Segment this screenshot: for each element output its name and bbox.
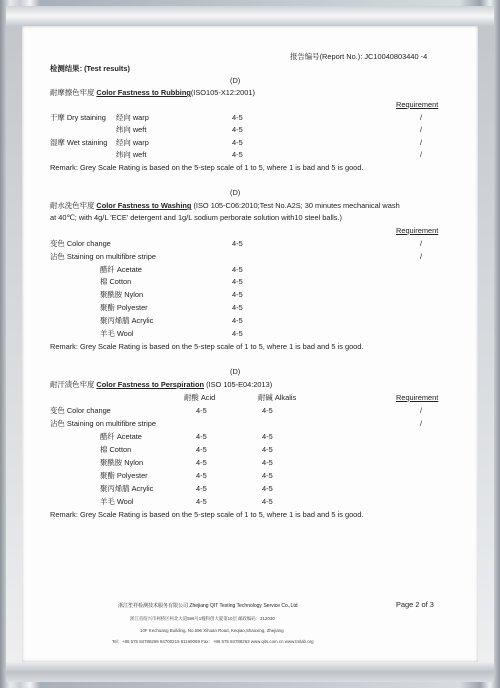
s3-fibre-acid: 4-5: [196, 497, 207, 506]
s2-sample: (D): [230, 188, 241, 197]
s2-fibre-value: 4-5: [232, 316, 243, 325]
s1-row-value: 4-5: [232, 150, 243, 159]
s2-fibre-name: 聚酰胺 Nylon: [100, 290, 144, 299]
s3-fibre-alkalis: 4-5: [262, 432, 273, 441]
s1-row-requirement: /: [420, 150, 423, 159]
s3-fibre-name: 聚丙烯腈 Acrylic: [100, 484, 154, 493]
s1-row-value: 4-5: [232, 125, 243, 134]
s3-title-cn: 耐汗渍色牢度: [50, 380, 97, 389]
s3-fibre-alkalis: 4-5: [262, 497, 273, 506]
s1-title-cn: 耐摩擦色牢度: [50, 88, 97, 97]
s1-title-en: Color Fastness to Rubbing: [96, 88, 191, 97]
footer-address-en: 10F Kechuang Building, No.596 Xihuan Road, Keqiao,Shaoxing, Zhejiang: [140, 628, 284, 633]
s1-row-requirement: /: [420, 125, 423, 134]
s2-color-change-label: 变色 Color change: [50, 239, 111, 248]
s3-fibre-alkalis: 4-5: [262, 445, 273, 454]
s2-fibre-value: 4-5: [232, 303, 243, 312]
s1-row-requirement: /: [420, 113, 423, 122]
test-results-heading: 检测结果: (Test results): [50, 64, 130, 73]
s3-fibre-acid: 4-5: [196, 484, 207, 493]
s3-fibre-name: 聚酰胺 Nylon: [100, 458, 144, 467]
s2-method: (ISO 105-C06:2010;Test No.A2S; 30 minutes mechanical wash: [191, 201, 400, 210]
s3-fibre-name: 棉 Cotton: [100, 445, 132, 454]
s3-method: (ISO 105-E04:2013): [204, 380, 273, 389]
s1-row-direction: 经向 warp: [116, 113, 149, 122]
s3-fibre-name: 醋纤 Acetate: [100, 432, 142, 441]
s1-row-value: 4-5: [232, 113, 243, 122]
s1-requirement-header: Requirement: [396, 100, 439, 109]
s2-fibre-name: 棉 Cotton: [100, 277, 132, 286]
s2-staining-requirement: /: [420, 252, 423, 261]
s3-fibre-acid: 4-5: [196, 445, 207, 454]
s2-fibre-name: 羊毛 Wool: [100, 329, 134, 338]
s1-row-direction: 纬向 weft: [116, 125, 147, 134]
s3-color-change-requirement: /: [420, 406, 423, 415]
s2-method-continued: at 40℃; with 4g/L 'ECE' detergent and 1g/L sodium perborate solution with10 steel balls.): [50, 213, 342, 222]
s3-fibre-alkalis: 4-5: [262, 458, 273, 467]
s2-color-change-value: 4-5: [232, 239, 243, 248]
s2-title-en: Color Fastness to Washing: [96, 201, 192, 210]
s2-title-cn: 耐水洗色牢度: [50, 201, 97, 210]
s2-fibre-value: 4-5: [232, 329, 243, 338]
s3-fibre-acid: 4-5: [196, 458, 207, 467]
s1-row-label: 湿摩 Wet staining: [50, 138, 108, 147]
s2-title: [50, 201, 400, 210]
s3-sample: (D): [230, 367, 241, 376]
s3-fibre-acid: 4-5: [196, 432, 207, 441]
s1-sample: (D): [230, 76, 241, 85]
s1-method: (ISO105-X12:2001): [190, 88, 255, 97]
s2-fibre-value: 4-5: [232, 265, 243, 274]
s3-fibre-name: 羊毛 Wool: [100, 497, 134, 506]
s3-fibre-acid: 4-5: [196, 471, 207, 480]
s1-row-direction: 纬向 weft: [116, 150, 147, 159]
s3-staining-label: 沾色 Staining on multifibre stripe: [50, 419, 156, 428]
s3-color-change-label: 变色 Color change: [50, 406, 111, 415]
s3-title: [50, 380, 272, 389]
s3-fibre-alkalis: 4-5: [262, 471, 273, 480]
s2-remark: Remark: Grey Scale Rating is based on the 5-step scale of 1 to 5, where 1 is bad and 5 is good.: [50, 342, 364, 351]
s2-requirement-header: Requirement: [396, 226, 439, 235]
s3-alkalis-header: 耐碱 Alkalis: [258, 393, 297, 402]
s3-remark: Remark: Grey Scale Rating is based on the 5-step scale of 1 to 5, where 1 is bad and 5 is good.: [50, 510, 364, 519]
s1-row-direction: 经向 warp: [116, 138, 149, 147]
report-number: 报告编号(Report No.): JC10040803440 -4: [290, 52, 428, 61]
s1-row-label: 干摩 Dry staining: [50, 113, 106, 122]
s3-color-change-alkalis: 4-5: [262, 406, 273, 415]
s3-acid-header: 耐酸 Acid: [184, 393, 216, 402]
s2-fibre-value: 4-5: [232, 277, 243, 286]
s2-color-change-requirement: /: [420, 239, 423, 248]
footer-company: 浙江笙祥检测技术服务有限公司 Zhejiang QIT Testing Technology Service Co.,Ltd: [118, 603, 298, 609]
s2-staining-label: 沾色 Staining on multifibre stripe: [50, 252, 156, 261]
footer-contact: Tel：+86 575 84788269 84700215 81169069 Fax：+86 575 84788263 www.qits.com.cn www.tmlab.org: [112, 639, 314, 644]
s1-row-requirement: /: [420, 138, 423, 147]
s3-title-en: Color Fastness to Perspiration: [96, 380, 205, 389]
page-number: Page 2 of 3: [396, 600, 434, 609]
s3-fibre-alkalis: 4-5: [262, 484, 273, 493]
s3-color-change-acid: 4-5: [196, 406, 207, 415]
s3-staining-requirement: /: [420, 419, 423, 428]
s1-row-value: 4-5: [232, 138, 243, 147]
s1-remark: Remark: Grey Scale Rating is based on the 5-step scale of 1 to 5, where 1 is bad and 5 is good.: [50, 163, 364, 172]
report-page: [22, 26, 478, 662]
footer-address-cn: 浙江省绍兴市柯桥区柯北大道596号1幢科创大厦第10层 邮政编码：312030: [130, 616, 275, 621]
s1-title: [50, 88, 255, 97]
s2-fibre-name: 聚酯 Polyester: [100, 303, 148, 312]
s3-fibre-name: 聚酯 Polyester: [100, 471, 148, 480]
s2-fibre-name: 醋纤 Acetate: [100, 265, 142, 274]
s2-fibre-value: 4-5: [232, 290, 243, 299]
s2-fibre-name: 聚丙烯腈 Acrylic: [100, 316, 154, 325]
s3-requirement-header: Requirement: [396, 393, 439, 402]
